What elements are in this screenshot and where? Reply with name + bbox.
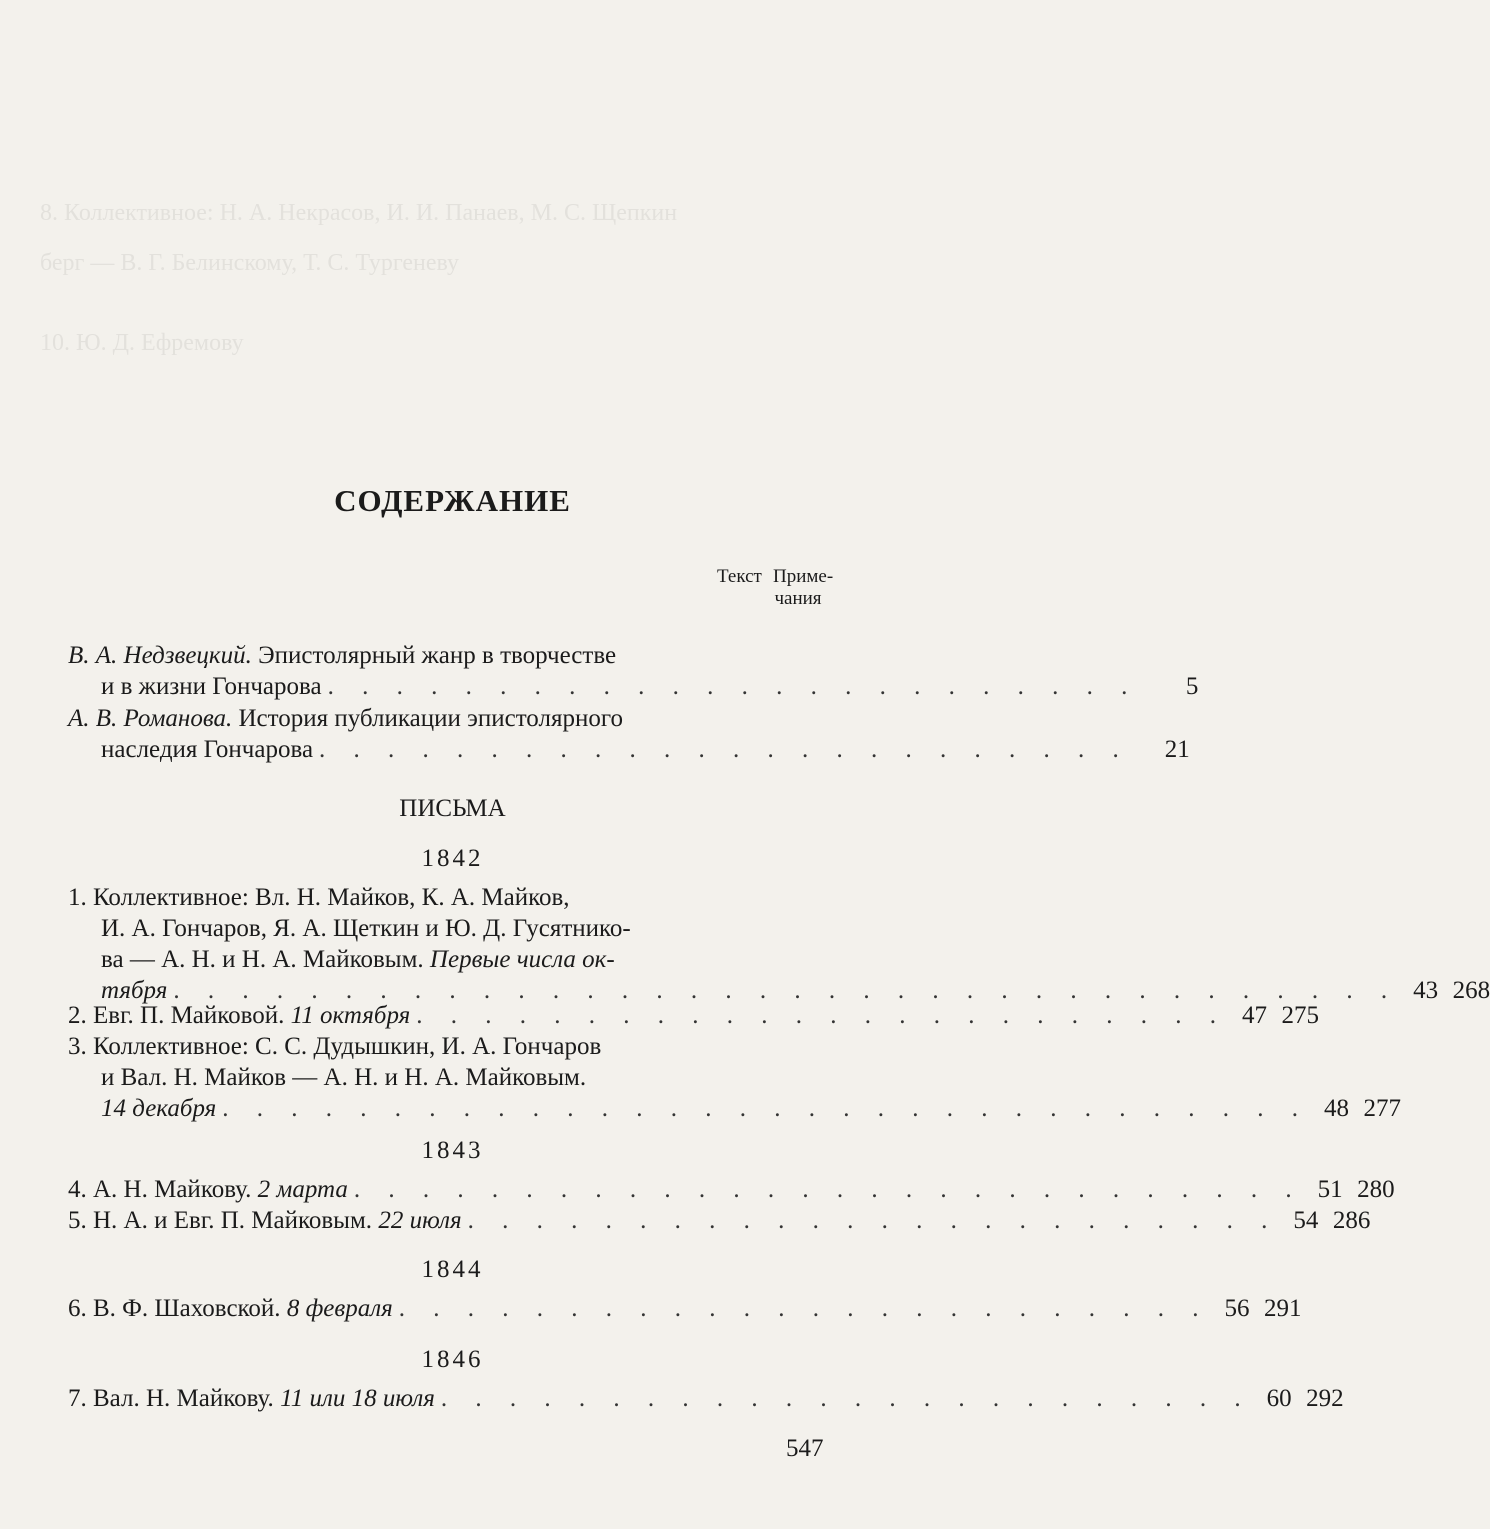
toc-entry: 3. Коллективное: С. С. Дудышкин, И. А. Гончаров и Вал. Н. Майков — А. Н. и Н. А. Майковым. 14 декабря . . . . . . . . . . . . . . . . . . . . . . . . . . . . . . . . 48 277 bbox=[68, 1033, 1401, 1122]
notes-page-ref: 280 bbox=[1357, 1176, 1395, 1203]
notes-page-ref: 292 bbox=[1306, 1385, 1344, 1412]
bleed-through-text: 10. Ю. Д. Ефремову bbox=[40, 330, 244, 356]
dot-leader: . . . . . . . . . . . . . . . . . . . . . . . . bbox=[467, 1207, 1279, 1234]
dot-leader: . . . . . . . . . . . . . . . . . . . . . . . . bbox=[440, 1385, 1252, 1412]
toc-entry: 4. А. Н. Майкову. 2 марта . . . . . . . . . . . . . . . . . . . . . . . . . . . . 51 280 bbox=[68, 1176, 1395, 1203]
dot-leader: . . . . . . . . . . . . . . . . . . . . . . . . . . . . . . . . bbox=[222, 1095, 1309, 1122]
notes-page-ref: 277 bbox=[1363, 1095, 1401, 1122]
year-heading: 1842 bbox=[421, 845, 484, 872]
column-text-label: Текст bbox=[717, 566, 762, 587]
year-heading: 1846 bbox=[421, 1346, 484, 1373]
notes-page-ref: 286 bbox=[1332, 1207, 1371, 1234]
notes-page-ref: 268 bbox=[1452, 977, 1490, 1004]
toc-entry: 7. Вал. Н. Майкову. 11 или 18 июля . . . . . . . . . . . . . . . . . . . . . . . . 60 292 bbox=[68, 1385, 1344, 1412]
notes-page-ref: 291 bbox=[1264, 1295, 1302, 1322]
dot-leader: . . . . . . . . . . . . . . . . . . . . . . . . . . . . bbox=[353, 1176, 1303, 1203]
toc-entry: А. В. Романова. История публикации эпистолярного наследия Гончарова . . . . . . . . . . . . . . . . . . . . . . . . 21 bbox=[68, 705, 1190, 763]
section-heading: ПИСЬМА bbox=[399, 795, 506, 822]
year-heading: 1844 bbox=[421, 1256, 484, 1283]
text-page-ref: 54 bbox=[1293, 1207, 1319, 1234]
text-page-ref: 47 bbox=[1242, 1002, 1268, 1029]
year-heading: 1843 bbox=[421, 1137, 484, 1164]
text-page-ref: 56 bbox=[1224, 1295, 1250, 1322]
page-ref: 21 bbox=[1164, 736, 1190, 763]
toc-entry: 5. Н. А. и Евг. П. Майковым. 22 июля . . . . . . . . . . . . . . . . . . . . . . . . 54 286 bbox=[68, 1207, 1371, 1234]
bleed-through-text: берг — В. Г. Белинскому, Т. С. Тургеневу bbox=[40, 250, 460, 276]
page-ref: 5 bbox=[1185, 673, 1199, 700]
page-title: СОДЕРЖАНИЕ bbox=[334, 483, 571, 518]
toc-entry: 1. Коллективное: Вл. Н. Майков, К. А. Майков, И. А. Гончаров, Я. А. Щеткин и Ю. Д. Гусятнико- ва — А. Н. и Н. А. Майковым. Первые числа ок- тября . . . . . . . . . . . . . . . . . . . . . . . . . . . . . . . . . . . . 43 268 bbox=[68, 884, 1490, 1004]
dot-leader: . . . . . . . . . . . . . . . . . . . . . . . . . . . . . . . . . . . . bbox=[173, 977, 1399, 1004]
column-notes-label: Приме- чания bbox=[773, 566, 834, 609]
notes-page-ref: 275 bbox=[1281, 1002, 1320, 1029]
page-number: 547 bbox=[786, 1435, 824, 1462]
text-page-ref: 48 bbox=[1323, 1095, 1349, 1122]
text-page-ref: 43 bbox=[1413, 977, 1439, 1004]
toc-entry: 2. Евг. П. Майковой. 11 октября . . . . . . . . . . . . . . . . . . . . . . . . 47 275 bbox=[68, 1002, 1320, 1029]
toc-entry: 6. В. Ф. Шаховской. 8 февраля . . . . . . . . . . . . . . . . . . . . . . . . 56 291 bbox=[68, 1295, 1302, 1322]
dot-leader: . . . . . . . . . . . . . . . . . . . . . . . . bbox=[398, 1295, 1210, 1322]
dot-leader: . . . . . . . . . . . . . . . . . . . . . . . . bbox=[319, 736, 1130, 763]
toc-entry: В. А. Недзвецкий. Эпистолярный жанр в творчестве и в жизни Гончарова . . . . . . . . . . . . . . . . . . . . . . . . 5 bbox=[68, 642, 1199, 700]
dot-leader: . . . . . . . . . . . . . . . . . . . . . . . . bbox=[416, 1002, 1228, 1029]
text-page-ref: 60 bbox=[1266, 1385, 1292, 1412]
dot-leader: . . . . . . . . . . . . . . . . . . . . . . . . bbox=[327, 673, 1139, 700]
text-page-ref: 51 bbox=[1317, 1176, 1343, 1203]
bleed-through-text: 8. Коллективное: Н. А. Некрасов, И. И. Панаев, М. С. Щепкин bbox=[40, 200, 678, 226]
